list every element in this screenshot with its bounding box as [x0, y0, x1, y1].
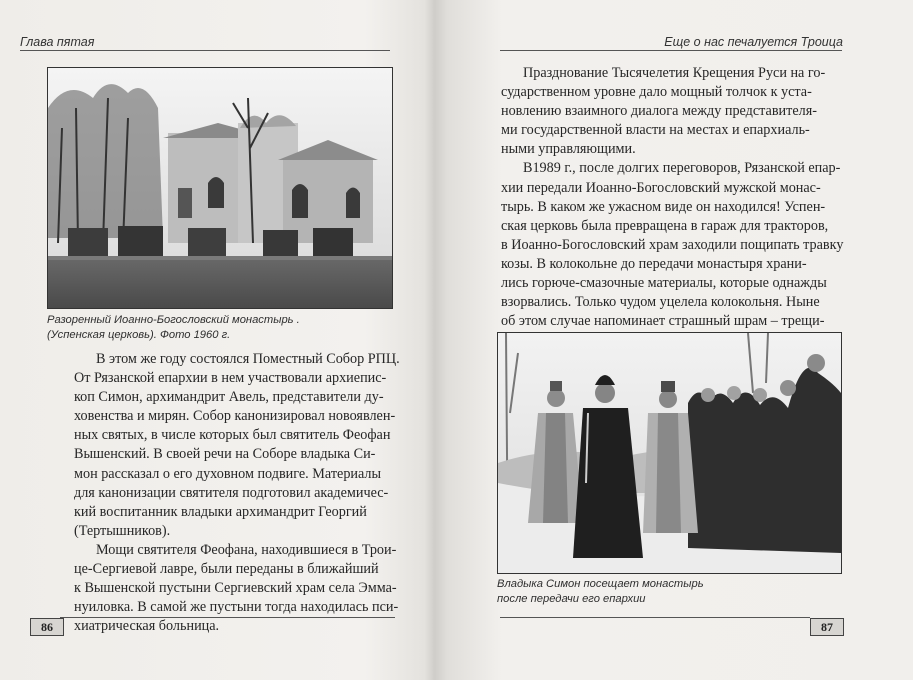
photo-caption-left	[47, 313, 300, 343]
text-line: в Иоанно-Богословский храм заходили пощипать травку	[501, 236, 844, 253]
photo-caption-right	[497, 577, 704, 607]
text-line: хии передали Иоанно-Богословский мужской монас-	[501, 179, 821, 196]
text-line: Вышенский. В своей речи на Соборе владыка Си-	[74, 446, 376, 463]
text-line: ховенства и мирян. Собор канонизировал новоявлен-	[74, 408, 396, 425]
text-line: ными управляющими.	[501, 141, 636, 158]
text-line: Празднование Тысячелетия Крещения Руси на го-	[523, 65, 826, 81]
text-line: взорвались. Только чудом уцелела колокольня. Ныне	[501, 294, 820, 311]
text-line: В этом же году состоялся Поместный Собор РПЦ.	[96, 351, 400, 367]
text-line: кий воспитанник владыки архимандрит Георгий	[74, 503, 367, 520]
header-rule-right	[500, 50, 842, 51]
text-line: ми государственной власти на местах и епархиаль-	[501, 122, 810, 139]
page-number-left: 86	[30, 618, 64, 636]
right-page	[455, 0, 913, 680]
caption-line: (Успенская церковь). Фото 1960 г.	[47, 329, 231, 341]
caption-line: Владыка Симон посещает монастырь	[497, 578, 704, 590]
text-line: хиатрическая больница.	[74, 618, 220, 635]
text-line: нуиловка. В самой же пустыни тогда находилась пси-	[74, 599, 399, 616]
body-text-right	[501, 64, 851, 350]
caption-line: после передачи его епархии	[497, 593, 646, 605]
text-line: ных святых, в числе которых был святитель Феофан	[74, 427, 391, 444]
footer-rule-right	[500, 617, 810, 618]
text-line: козы. В колокольне до передачи монастыря храни-	[501, 255, 807, 272]
text-line: об этом случае напоминает страшный шрам – трещи-	[501, 313, 825, 330]
text-line: В1989 г., после долгих переговоров, Рязанской епар-	[523, 160, 841, 177]
running-head-left: Глава пятая	[20, 35, 95, 49]
left-page	[0, 0, 430, 680]
bishop-visit-photo	[497, 332, 842, 574]
text-line: От Рязанской епархии в нем участвовали архиепис-	[74, 370, 387, 387]
text-line: новлению взаимного диалога между представителя-	[501, 103, 817, 120]
monastery-ruins-photo	[47, 67, 393, 309]
caption-line: Разоренный Иоанно-Богословский монастырь .	[47, 314, 300, 326]
text-line: мон рассказал о его духовном подвиге. Материалы	[74, 465, 382, 482]
page-number-right: 87	[810, 618, 844, 636]
text-line: лись горюче-смазочные материалы, которые однажды	[501, 275, 827, 292]
text-line: (Тертышников).	[74, 522, 171, 539]
text-line: к Вышенской пустыни Сергиевский храм села Эмма-	[74, 580, 397, 597]
body-text-left	[74, 350, 404, 636]
text-line: коп Симон, архимандрит Авель, представители ду-	[74, 389, 384, 406]
header-rule-left	[20, 50, 390, 51]
running-head-right: Еще о нас печалуется Троица	[664, 35, 843, 49]
text-line: це-Сергиевой лавре, были переданы в ближайший	[74, 561, 379, 578]
text-line: сударственном уровне дало мощный толчок к уста-	[501, 84, 812, 101]
text-line: для канонизации святителя подготовил академичес-	[74, 484, 389, 501]
footer-rule-left	[60, 617, 395, 618]
text-line: Мощи святителя Феофана, находившиеся в Трои-	[96, 541, 397, 558]
text-line: ская церковь была превращена в гараж для тракторов,	[501, 217, 829, 234]
text-line: тырь. В каком же ужасном виде он находился! Успен-	[501, 198, 826, 215]
